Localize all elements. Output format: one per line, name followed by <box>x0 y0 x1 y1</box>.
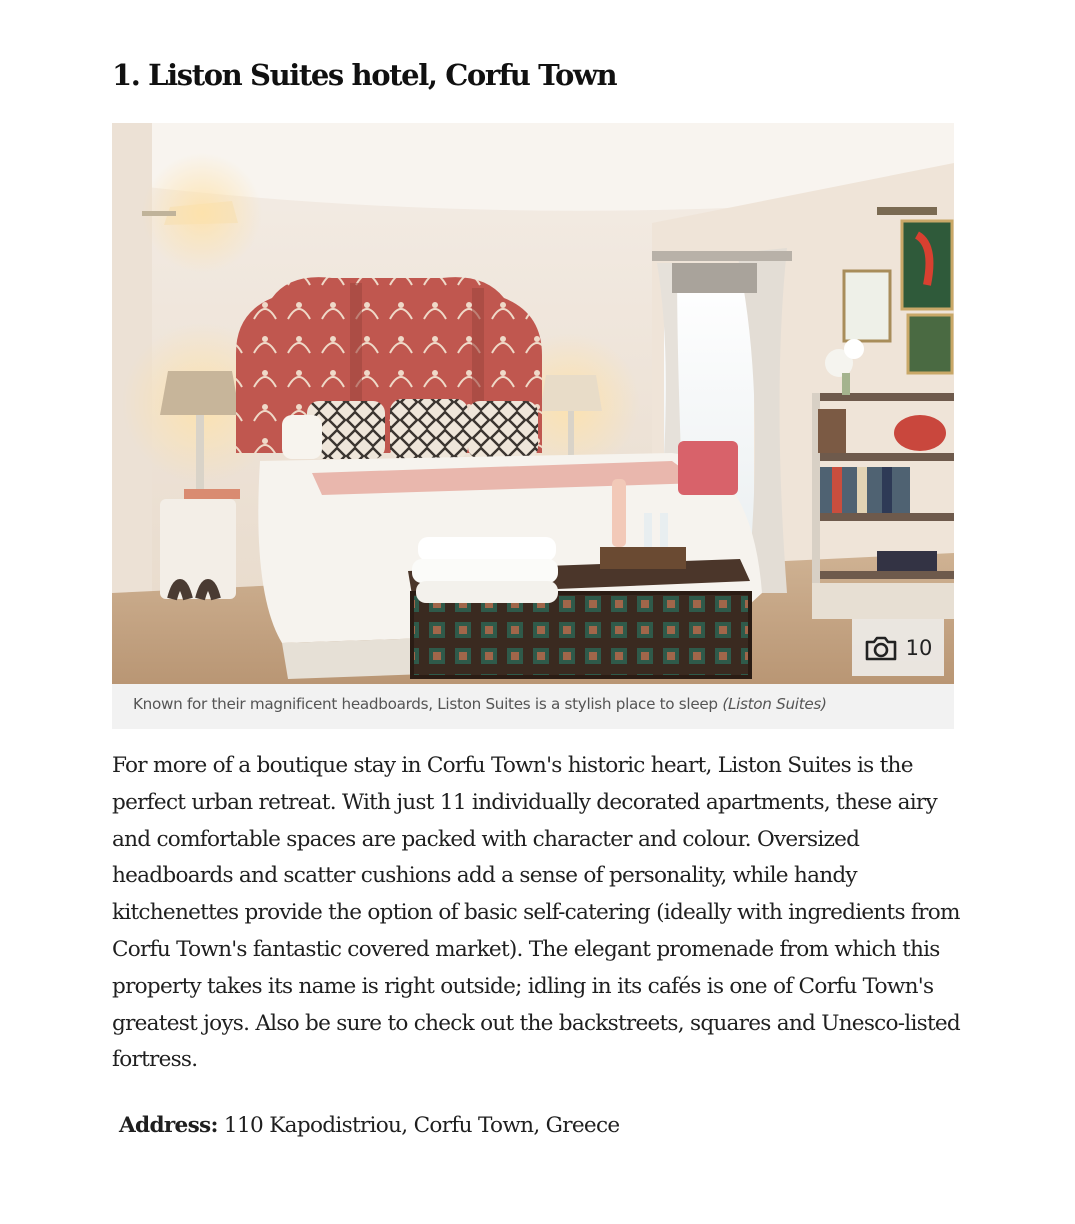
article-paragraph: For more of a boutique stay in Corfu Town's historic heart, Liston Suites is the perfect urban retreat. With just 11 individually decorated apartments, these airy and comfortable spaces are packed with character and colour. Oversized headboards and scatter cushions add a sense of personality, while handy kitchenettes provide the option of basic self-catering (ideally with ingredients from Corfu Town's fantastic covered market). The elegant promenade from which this property takes its name is right outside; idling in its cafés is one of Corfu Town's greatest joys. Also be sure to check out the backstreets, squares and Unesco-listed fortress. <box>112 753 960 1073</box>
photo-caption <box>133 695 933 713</box>
photo-credit: (Liston Suites) <box>722 695 827 713</box>
address-label: Address: <box>119 1113 218 1138</box>
address-value: 110 Kapodistriou, Corfu Town, Greece <box>217 1113 620 1138</box>
section-heading: 1. Liston Suites hotel, Corfu Town <box>112 58 617 92</box>
hotel-room-photo[interactable] <box>112 123 954 684</box>
caption-text: Known for their magnificent headboards, Liston Suites is a stylish place to sleep <box>133 695 718 713</box>
camera-icon <box>864 634 898 662</box>
photo-figure <box>112 123 954 729</box>
gallery-count: 10 <box>905 635 933 660</box>
gallery-count-badge[interactable] <box>852 619 944 676</box>
address-line <box>119 1113 619 1138</box>
